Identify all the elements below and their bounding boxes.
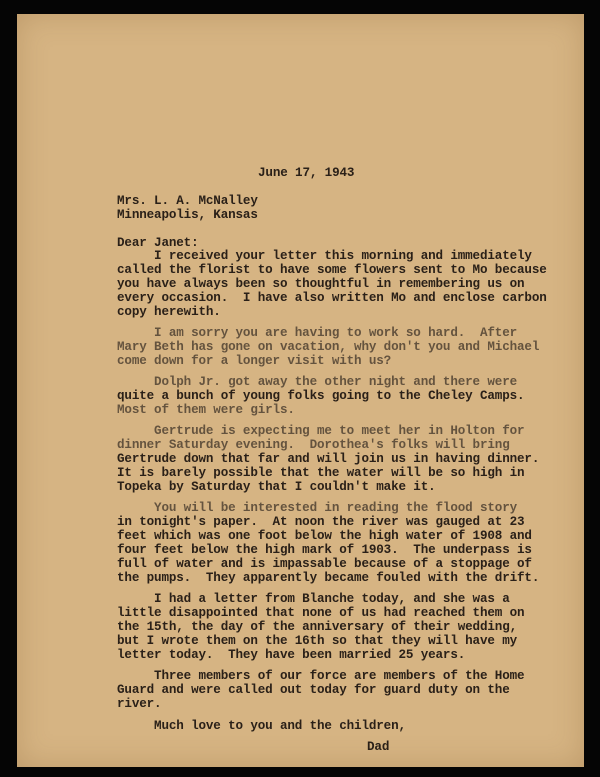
- paragraph-1-line-5: copy herewith.: [117, 304, 221, 319]
- paragraph-4-line-2: dinner Saturday evening. Dorothea's folks will bring: [117, 438, 510, 453]
- paragraph-3-line-1: Dolph Jr. got away the other night and there were: [117, 375, 518, 390]
- recipient-city: Minneapolis, Kansas: [117, 208, 258, 222]
- paragraph-4-line-3: Gertrude down that far and will join us in having dinner.: [117, 452, 540, 467]
- letter-page: [17, 14, 584, 767]
- paragraph-2-line-3: come down for a longer visit with us?: [117, 353, 392, 368]
- paragraph-7-line-1: Three members of our force are members of the Home: [117, 669, 525, 684]
- paragraph-6-line-4: but I wrote them on the 16th so that they will have my: [117, 634, 518, 648]
- paragraph-4-line-4: It is barely possible that the water will be so high in: [117, 466, 525, 481]
- paragraph-1-line-2: called the florist to have some flowers sent to Mo because: [117, 262, 547, 277]
- paragraph-5-line-2: in tonight's paper. At noon the river was gauged at 23: [117, 515, 525, 530]
- closing-line: Much love to you and the children,: [117, 718, 406, 733]
- paragraph-5-line-6: the pumps. They apparently became fouled with the drift.: [117, 570, 540, 585]
- paragraph-7-line-3: river.: [117, 697, 162, 712]
- paragraph-4-line-1: Gertrude is expecting me to meet her in Holton for: [117, 424, 525, 439]
- paragraph-3-line-3: Most of them were girls.: [117, 403, 295, 417]
- paragraph-1-line-3: you have always been so thoughtful in remembering us on: [117, 276, 525, 291]
- paragraph-2-line-2: Mary Beth has gone on vacation, why don't you and Michael: [117, 339, 540, 354]
- letter-body: [17, 14, 584, 767]
- paragraph-2-line-1: I am sorry you are having to work so hard. After: [117, 326, 518, 340]
- paragraph-1-line-1: I received your letter this morning and immediately: [117, 249, 532, 263]
- recipient-name: Mrs. L. A. McNalley: [117, 194, 258, 208]
- paragraph-6-line-2: little disappointed that none of us had reached them on: [117, 606, 525, 621]
- paragraph-5-line-5: full of water and is impassable because of a stoppage of: [117, 557, 532, 571]
- paragraph-6-line-3: the 15th, the day of the anniversary of their wedding,: [117, 620, 518, 635]
- paragraph-6-line-5: letter today. They have been married 25 years.: [117, 647, 466, 662]
- paragraph-1-line-4: every occasion. I have also written Mo and enclose carbon: [117, 290, 547, 305]
- salutation: Dear Janet:: [117, 236, 199, 250]
- paragraph-5-line-1: You will be interested in reading the flood story: [117, 501, 518, 516]
- paragraph-7-line-2: Guard and were called out today for guard duty on the: [117, 683, 510, 698]
- paragraph-3-line-2: quite a bunch of young folks going to the Cheley Camps.: [117, 389, 525, 404]
- signature: Dad: [367, 739, 390, 754]
- paragraph-4-line-5: Topeka by Saturday that I couldn't make it.: [117, 480, 436, 494]
- paragraph-6-line-1: I had a letter from Blanche today, and she was a: [117, 592, 510, 607]
- paragraph-5-line-4: four feet below the high mark of 1903. The underpass is: [117, 543, 532, 558]
- letter-date: June 17, 1943: [258, 166, 355, 180]
- paragraph-5-line-3: feet which was one foot below the high water of 1908 and: [117, 529, 532, 544]
